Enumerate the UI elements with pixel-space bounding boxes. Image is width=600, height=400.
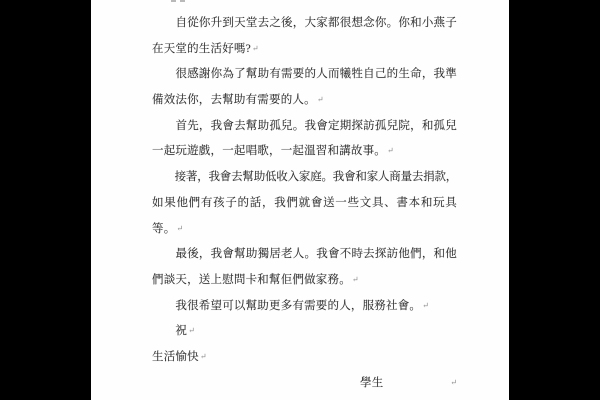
letter-closing-wish bbox=[152, 345, 457, 371]
letter-line-text: 等。 bbox=[152, 222, 176, 235]
letter-line: 首先，我會去幫助孤兒。我會定期探訪孤兒院，和孤兒 bbox=[152, 119, 457, 132]
letter-line-text: 我很希望可以幫助更多有需要的人，服務社會。 bbox=[152, 299, 422, 312]
paragraph-return-mark: ↵ bbox=[316, 95, 324, 105]
letter-line bbox=[152, 217, 457, 243]
paragraph-return-mark: ↵ bbox=[450, 377, 457, 387]
letter-paper bbox=[91, 0, 509, 400]
letter-line: 自從你升到天堂去之後，大家都很想念你。你和小燕子 bbox=[152, 17, 457, 29]
letter-line: 如果他們有孩子的話，我們就會送一些文具、書本和玩具 bbox=[152, 196, 457, 209]
paragraph-return-mark: ↵ bbox=[351, 274, 359, 284]
paragraph-return-mark: ↵ bbox=[251, 43, 259, 53]
letter-line-text: 在天堂的生活好嗎? bbox=[152, 42, 251, 55]
cropped-text-remnant bbox=[171, 0, 189, 3]
letter-line: 很感謝你為了幫助有需要的人而犧牲自己的生命，我準 bbox=[152, 68, 457, 81]
letter-line-text: 祝 bbox=[152, 325, 188, 338]
letter-line-text: 生活愉快 bbox=[152, 350, 199, 363]
signature-label: 學生 bbox=[360, 376, 384, 389]
letterbox-left-bar bbox=[0, 0, 91, 400]
paragraph-return-mark: ↵ bbox=[387, 146, 394, 156]
paragraph-return-mark: ↵ bbox=[422, 300, 429, 310]
paragraph-return-mark: ↵ bbox=[199, 351, 207, 361]
letter-line-text: 一起玩遊戲，一起唱歌，一起溫習和講故事。 bbox=[152, 145, 386, 158]
paragraph-return-mark: ↵ bbox=[176, 223, 184, 233]
letter-body bbox=[152, 11, 457, 396]
paragraph-return-mark: ↵ bbox=[188, 326, 195, 336]
letterbox-right-bar bbox=[509, 0, 600, 400]
letter-line: 接著，我會去幫助低收入家庭。我會和家人商量去捐款， bbox=[152, 171, 457, 184]
letter-line bbox=[152, 139, 457, 165]
signature-line bbox=[152, 371, 457, 397]
letter-line: 最後，我會幫助獨居老人。我會不時去探訪他們，和他 bbox=[152, 248, 457, 261]
letter-closing-zhu bbox=[152, 319, 457, 345]
letter-line bbox=[152, 294, 457, 320]
letter-line bbox=[152, 88, 457, 114]
letter-line bbox=[152, 268, 457, 294]
letter-line bbox=[152, 37, 457, 63]
letter-line-text: 備效法你，去幫助有需要的人。 bbox=[152, 94, 316, 107]
letter-line-text: 們談天，送上慰問卡和幫佢們做家務。 bbox=[152, 273, 351, 286]
